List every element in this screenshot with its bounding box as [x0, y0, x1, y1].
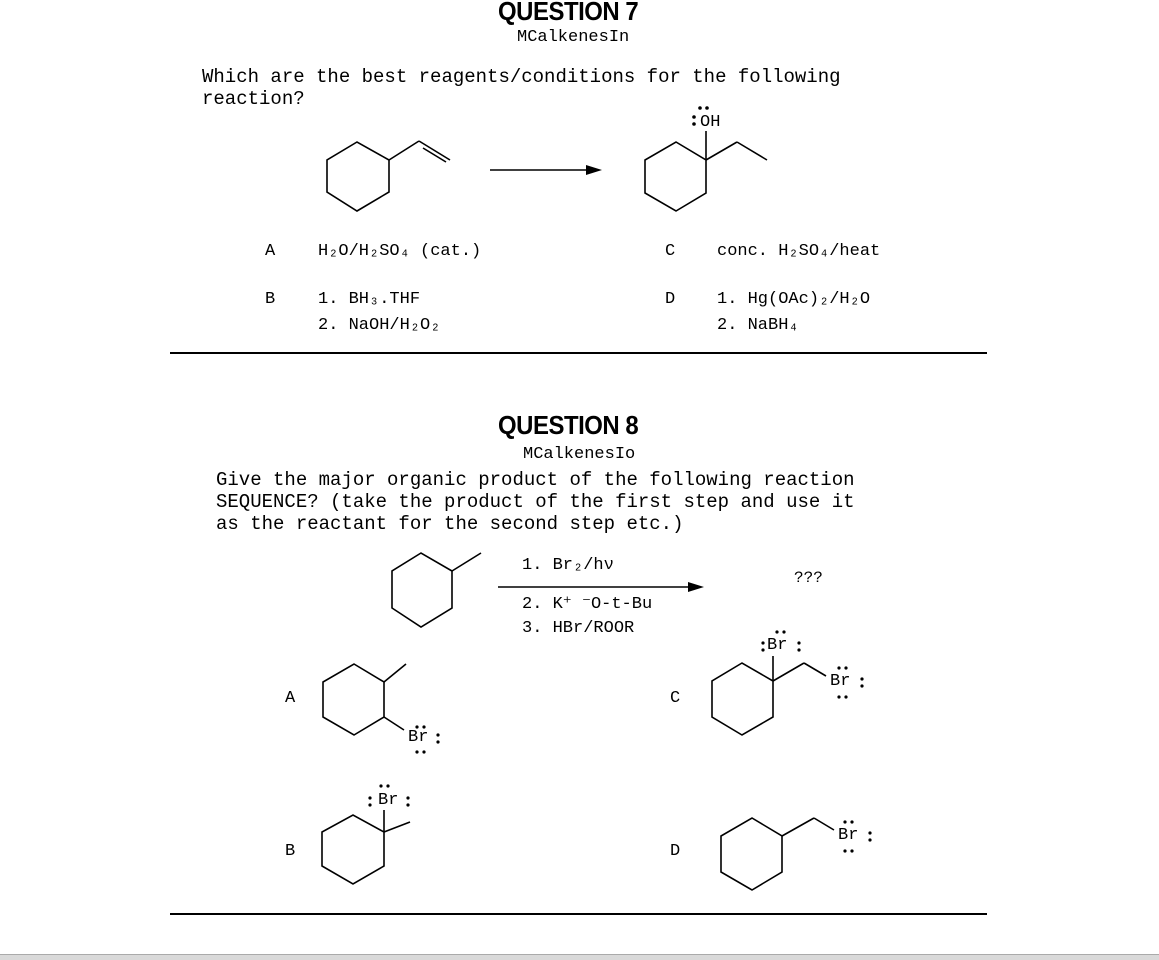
q7-option-b-line2: 2. NaOH/H₂O₂: [318, 316, 441, 335]
q8-optionD-br: Br: [838, 826, 859, 845]
q8-divider: [170, 913, 987, 915]
q8-optionB-ring: [322, 815, 384, 884]
q7-option-b-letter: B: [265, 290, 276, 309]
q8-prompt-line3: as the reactant for the second step etc.): [216, 513, 684, 535]
q7-product-oh-label: OH: [700, 113, 721, 132]
q7-reactant-ring: [327, 142, 389, 211]
q8-step1: 1. Br₂/hν: [522, 556, 614, 575]
q7-arrowhead: [586, 165, 602, 175]
q8-arrowhead: [688, 582, 704, 592]
q8-reactant-ring: [392, 553, 452, 627]
q7-code: MCalkenesIn: [517, 28, 630, 47]
q8-unknown-product: ???: [794, 569, 823, 587]
q8-prompt-line1: Give the major organic product of the following reaction: [216, 469, 855, 491]
q7-prompt-line1: Which are the best reagents/conditions for the following: [202, 66, 841, 88]
q7-option-a-text: H₂O/H₂SO₄ (cat.): [318, 242, 482, 261]
q8-code: MCalkenesIo: [523, 445, 636, 464]
q7-product-ring: [645, 142, 706, 211]
q7-option-c-letter: C: [665, 242, 676, 261]
q8-title: QUESTION 8: [498, 410, 639, 440]
q8-step2: 2. K⁺ ⁻O-t-Bu: [522, 595, 653, 614]
q7-product-ethyl: [706, 142, 737, 160]
q8-optionC-br-side: Br: [830, 672, 851, 691]
q7-title: QUESTION 7: [498, 0, 639, 26]
q8-optionA-ring: [323, 664, 384, 735]
q7-option-d-line2: 2. NaBH₄: [717, 316, 799, 335]
q8-option-a-letter: A: [285, 689, 296, 708]
window-bottom-edge: [0, 954, 1159, 960]
q8-option-d-letter: D: [670, 842, 681, 861]
q7-option-a-letter: A: [265, 242, 276, 261]
q8-step3: 3. HBr/ROOR: [522, 619, 635, 638]
q8-optionC-br-top: Br: [767, 636, 788, 655]
q8-optionB-br: Br: [378, 791, 399, 810]
q7-option-c-text: conc. H₂SO₄/heat: [717, 242, 881, 261]
q7-option-d-line1: 1. Hg(OAc)₂/H₂O: [717, 290, 871, 309]
q8-option-c-letter: C: [670, 689, 681, 708]
q8-option-b-letter: B: [285, 842, 296, 861]
q7-divider: [170, 352, 987, 354]
q8-optionA-br: Br: [408, 728, 429, 747]
q8-prompt-line2: SEQUENCE? (take the product of the first step and use it: [216, 491, 855, 513]
q7-option-b-line1: 1. BH₃.THF: [318, 290, 421, 309]
q8-optionD-ring: [721, 818, 782, 890]
q7-prompt-line2: reaction?: [202, 88, 305, 110]
q8-reactant-methyl: [452, 553, 481, 571]
q7-option-d-letter: D: [665, 290, 676, 309]
q8-optionC-ring: [712, 663, 773, 735]
q7-reactant-vinyl: [389, 141, 419, 160]
